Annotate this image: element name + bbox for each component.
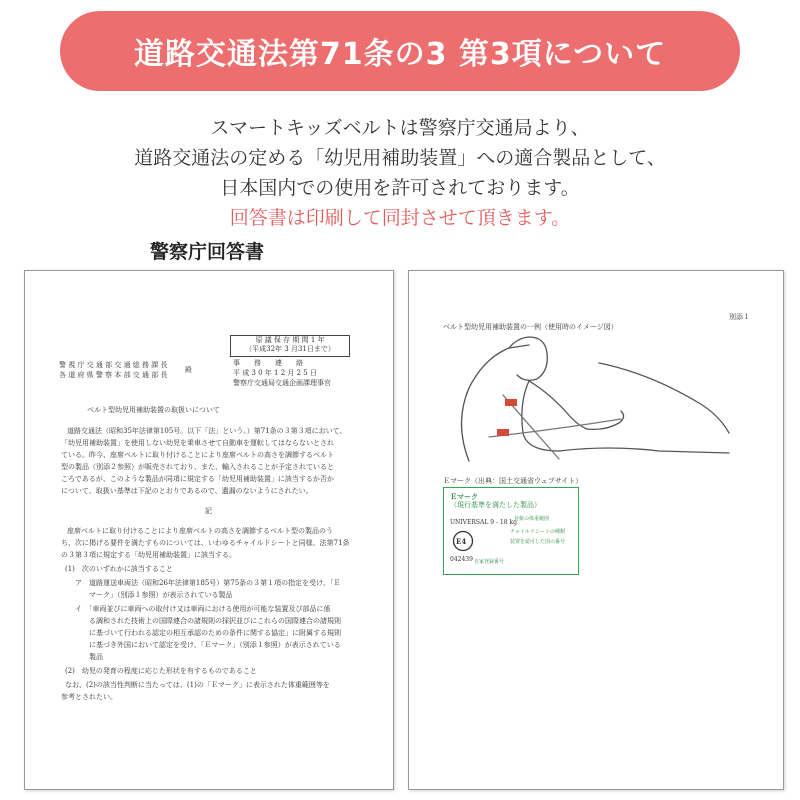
- intro-line-1: スマートキッズベルトは警察庁交通局より、: [210, 117, 590, 139]
- section-title: 警察庁回答書: [150, 241, 265, 263]
- note-line: なお、(2)の該当性判断に当たっては、(1)の「Ｅマーク」に表示された体重範囲等を: [65, 681, 330, 689]
- para2-line: 座席ベルトに取り付けることにより座席ベルトの高さを調節するベルト型の製品のう: [67, 527, 333, 535]
- para1-line: 道路交通法（昭和35年法律第105号。以下「法」という。）第71条の３第３項において、: [67, 427, 347, 435]
- police-reply-document: [24, 270, 394, 790]
- universal-label: UNIVERSAL 9 - 18 kg: [450, 519, 517, 526]
- item-1a-line: ア 道路運送車両法（昭和26年法律第185号）第75条の３第１項の指定を受け、「Ｅ: [75, 579, 341, 587]
- item-1b-line: イ 「車両並びに車両への取付け又は車両における使用が可能な装置及び部品に係: [75, 605, 331, 613]
- item-1a-line: マーク」（別添１参照）が表示されている製品: [89, 591, 233, 599]
- child-seatbelt-illustration: [449, 333, 749, 463]
- emark-box-subtitle: （現行基準を満たした製品）: [450, 501, 541, 509]
- intro-line-3: 日本国内での使用を許可されております。: [220, 177, 580, 199]
- approval-code: 042439: [450, 556, 473, 563]
- belt-adjuster-mark: [497, 429, 509, 436]
- addressee-suffix: 殿: [185, 366, 192, 374]
- intro-line-2: 道路交通法の定める「幼児用補助装置」への適合製品として、: [134, 147, 666, 169]
- retention-stamp: [230, 335, 350, 357]
- item-1: (1) 次のいずれかに該当すること: [65, 565, 173, 573]
- annotation-country: 装置を認可した国の番号: [510, 539, 566, 545]
- intro-line-4: 回答書は印刷して同封させて頂きます。: [229, 207, 571, 229]
- annotation-number: 自家登録番号: [474, 559, 505, 565]
- addressee-2: 各 道 府 県 警 察 本 部 交 通 部 長: [59, 371, 168, 379]
- para1-line: 「幼児用補助装置」を使用しない幼児を乗車させて自動車を運転してはならないとされ: [61, 439, 334, 447]
- addressee-1: 警 視 庁 交 通 部 交 通 総 務 課 長: [59, 361, 168, 369]
- annotation-type: チャイルドシートの種類: [510, 529, 565, 535]
- title-banner: [60, 11, 740, 91]
- note-line: 参考とされたい。: [61, 693, 117, 701]
- item-1b-line: る調和された技術上の国際連合の諸規則の採択並びにこれらの国際連合の諸規則: [89, 617, 341, 625]
- item-1b-line: 製品: [89, 653, 103, 661]
- para1-line: ている。昨今、座席ベルトに取り付けることにより座席ベルトの高さを調節するベルト: [61, 451, 334, 459]
- notice-date: 平 成 3 0 年 1 2 月 2 5 日: [233, 369, 317, 377]
- emark-box: [443, 487, 579, 575]
- annex-title: ベルト型幼児用補助装置の一例（使用時のイメージ図）: [443, 323, 618, 331]
- notice-label: 事 務 連 絡: [233, 359, 303, 367]
- para2-line: ち、次に掲げる要件を満たすものについては、いわゆるチャイルドシートと同様、法第71条: [61, 539, 350, 547]
- item-1b-line: に基づいて行われる認定の相互承認のための条件に関する協定」に附属する規則: [89, 629, 341, 637]
- belt-adjuster-mark: [505, 399, 517, 406]
- annex-document: [408, 270, 784, 790]
- stamp-line-2: （平成32年 3 月31日まで）: [245, 345, 335, 353]
- annex-label: 別添１: [729, 313, 750, 321]
- annotation-weight: 対象の体重範囲: [514, 516, 550, 522]
- emark-box-title: Ｅマーク: [450, 492, 478, 501]
- intro-text: [0, 113, 800, 233]
- issuer: 警察庁交通局交通企画課理事官: [233, 379, 331, 387]
- ki-heading: 記: [205, 507, 212, 515]
- para2-line: の３第３項に規定する「幼児用補助装置」に該当する。: [61, 551, 236, 559]
- e-mark-symbol: E4: [456, 537, 467, 546]
- emark-heading: Ｅマーク（出典：国土交通省ウェブサイト）: [443, 477, 583, 485]
- banner-title: 道路交通法第71条の3 第3項について: [133, 37, 667, 72]
- para1-line: 型の製品（別添２参照）が販売されており、また、輸入されることが予定されていると: [61, 463, 334, 471]
- item-2: (2) 幼児の発育の程度に応じた形状を有するものであること: [65, 667, 257, 675]
- para1-line: について、取扱い基準は下記のとおりであるので、遺漏のないようにされたい。: [61, 487, 313, 495]
- stamp-line-1: 原 議 保 存 期 間 1 年: [255, 336, 325, 344]
- item-1b-line: に基づき外国において認定を受け、「Ｅマーク」（別添１参照）が表示されている: [89, 641, 341, 649]
- para1-line: ころであるが、このような製品が同項に規定する「幼児用補助装置」に該当するか否か: [61, 475, 334, 483]
- document-subject: ベルト型幼児用補助装置の取扱いについて: [87, 406, 220, 414]
